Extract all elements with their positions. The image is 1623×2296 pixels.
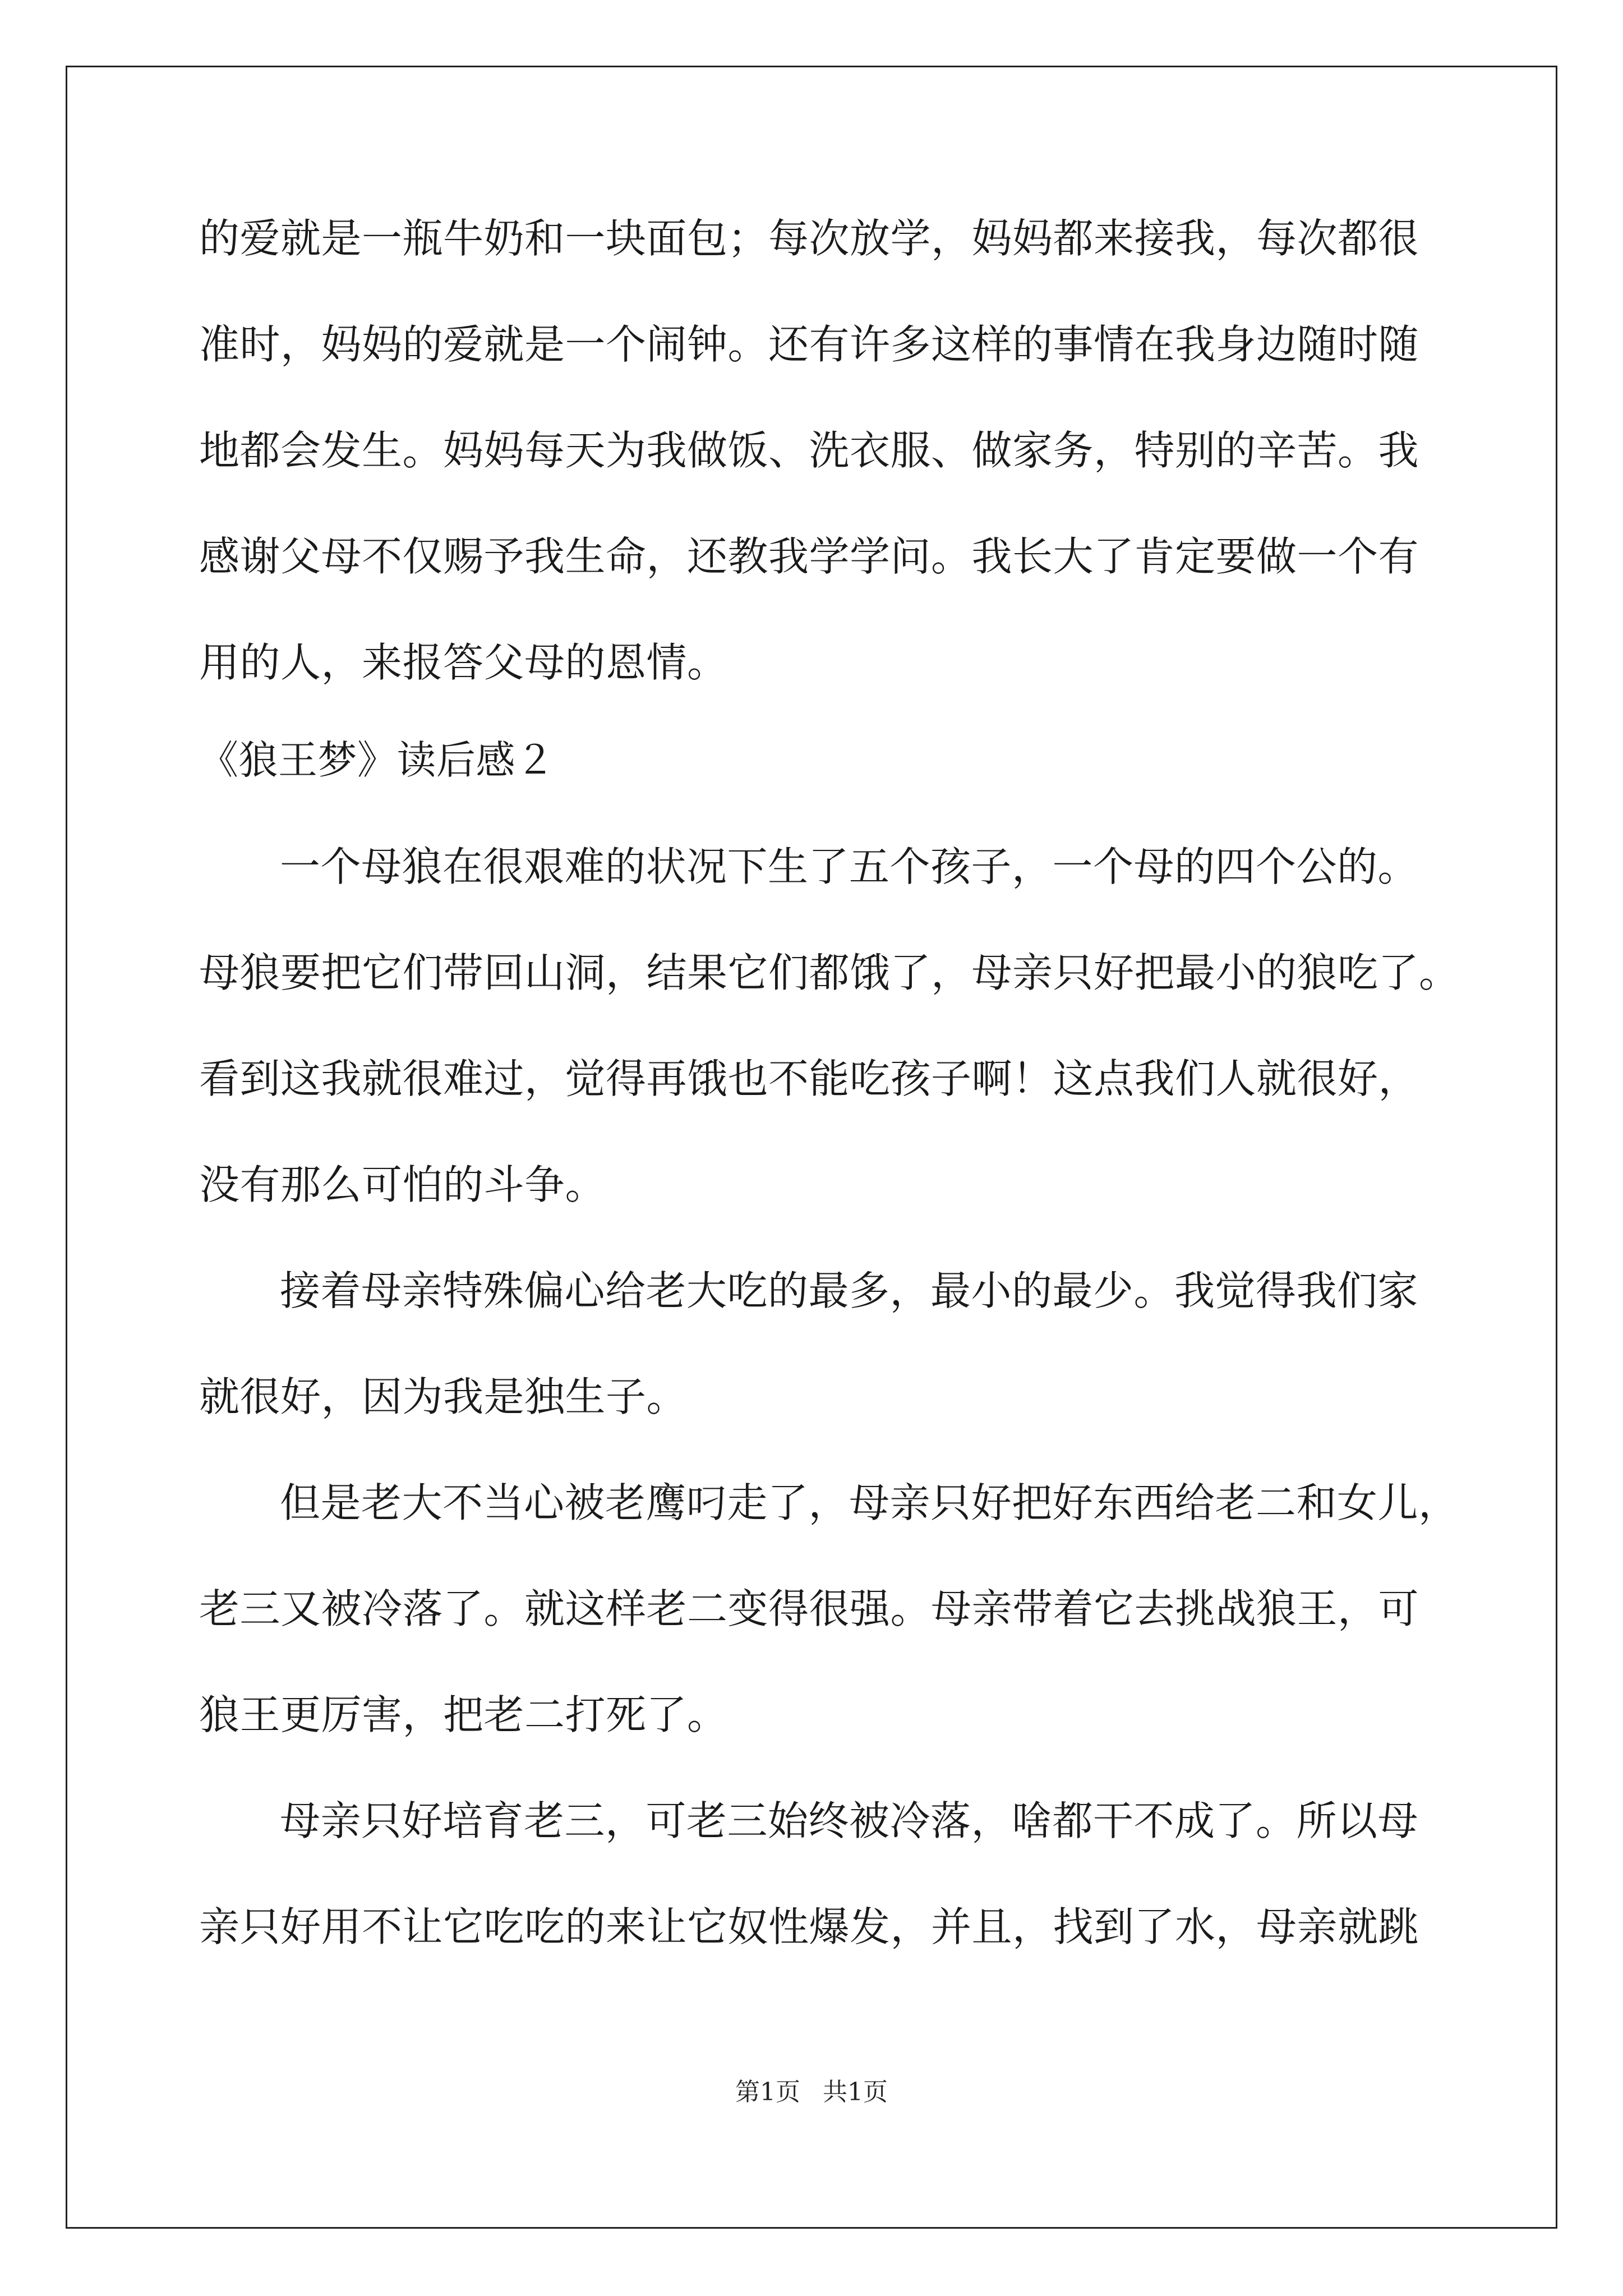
- paragraph-line: 一个母狼在很艰难的状况下生了五个孩子，一个母的四个公的。: [280, 843, 1419, 890]
- paragraph-line: 接着母亲特殊偏心给老大吃的最多，最小的最少。我觉得我们家: [280, 1267, 1419, 1314]
- paragraph-line: 准时，妈妈的爱就是一个闹钟。还有许多这样的事情在我身边随时随: [199, 321, 1419, 368]
- paragraph-line: 感谢父母不仅赐予我生命，还教我学学问。我长大了肯定要做一个有: [199, 533, 1419, 580]
- section-heading: 《狼王梦》读后感２: [199, 737, 555, 783]
- paragraph-line: 母亲只好培育老三，可老三始终被冷落，啥都干不成了。所以母: [280, 1797, 1419, 1844]
- page-number: 第1页: [735, 2078, 800, 2106]
- paragraph-line: 但是老大不当心被老鹰叼走了，母亲只好把好东西给老二和女儿，: [280, 1479, 1459, 1526]
- paragraph-line: 看到这我就很难过，觉得再饿也不能吃孩子啊！这点我们人就很好，: [199, 1055, 1419, 1102]
- paragraph-line: 母狼要把它们带回山洞，结果它们都饿了，母亲只好把最小的狼吃了。: [199, 949, 1460, 996]
- paragraph-line: 老三又被冷落了。就这样老二变得很强。母亲带着它去挑战狼王，可: [199, 1585, 1419, 1632]
- paragraph-line: 用的人，来报答父母的恩情。: [199, 639, 728, 686]
- paragraph-line: 地都会发生。妈妈每天为我做饭、洗衣服、做家务，特别的辛苦。我: [199, 427, 1419, 474]
- paragraph-line: 没有那么可怕的斗争。: [199, 1161, 606, 1208]
- paragraph-line: 亲只好用不让它吃吃的来让它奴性爆发，并且，找到了水，母亲就跳: [199, 1903, 1419, 1950]
- paragraph-line: 的爱就是一瓶牛奶和一块面包；每次放学，妈妈都来接我，每次都很: [199, 215, 1419, 262]
- paragraph-line: 就很好，因为我是独生子。: [199, 1373, 688, 1420]
- page-footer: [0, 2076, 1623, 2109]
- page-total: 共1页: [823, 2078, 888, 2106]
- paragraph-line: 狼王更厉害，把老二打死了。: [199, 1691, 728, 1738]
